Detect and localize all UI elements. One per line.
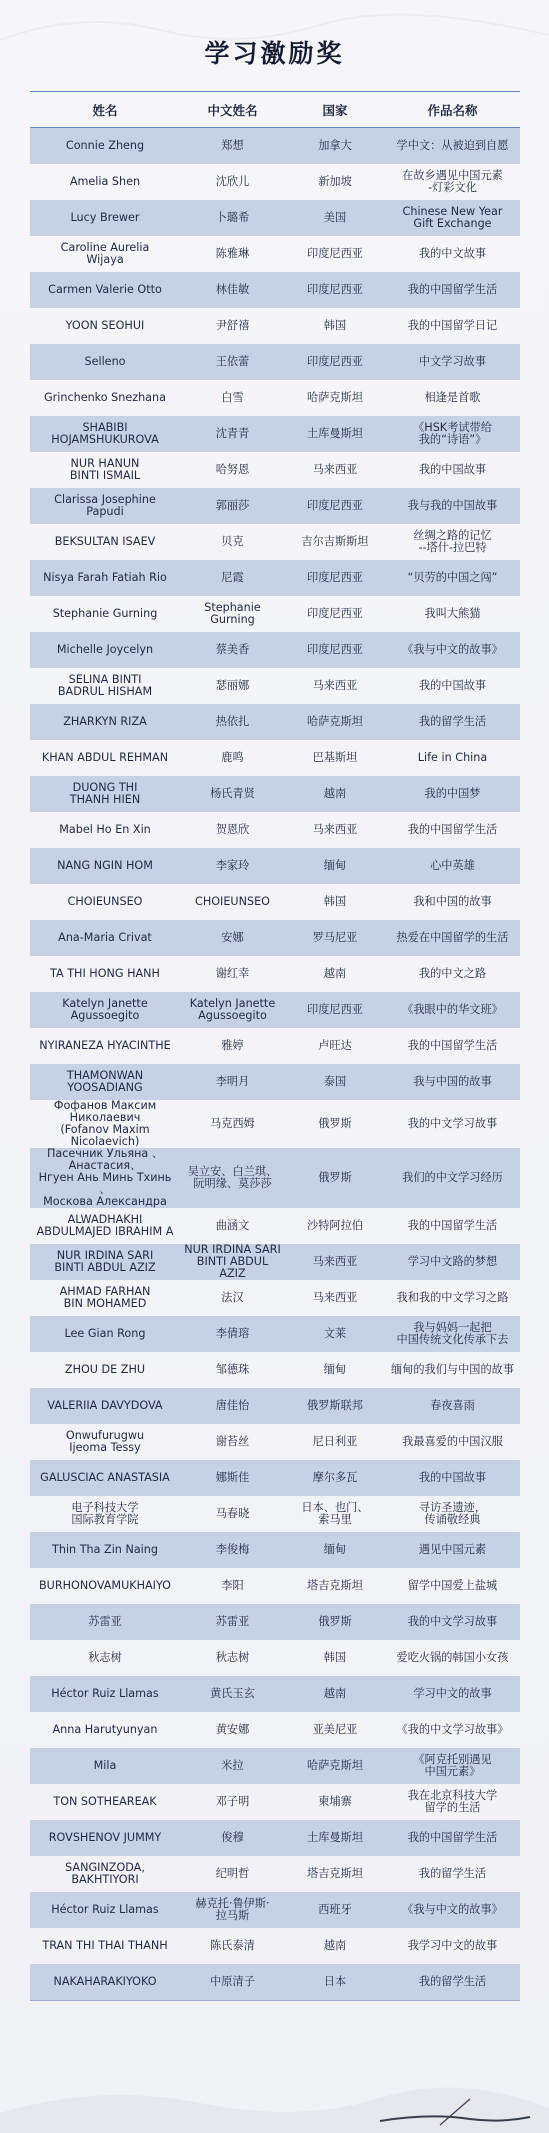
- table-row: [30, 1388, 520, 1424]
- table-row: [30, 884, 520, 920]
- cell-chinese-name: 蔡美香: [180, 632, 285, 668]
- table-row: [30, 1568, 520, 1604]
- cell-chinese-name: 唐佳怡: [180, 1388, 285, 1424]
- table-row: [30, 1244, 520, 1280]
- cell-name: ROVSHENOV JUMMY: [30, 1820, 180, 1856]
- cell-chinese-name: NUR IRDINA SARI BINTI ABDUL AZIZ: [180, 1244, 285, 1280]
- cell-country: 韩国: [323, 895, 347, 908]
- table-row: [30, 740, 520, 776]
- cell-chinese-name: 法汉: [221, 1291, 244, 1304]
- cell-chinese-name: 尹舒禧: [215, 319, 250, 332]
- cell-work-title: 丝绸之路的记忆 --塔什-拉巴特: [413, 529, 492, 554]
- table-row: [30, 1748, 520, 1784]
- cell-country: 土库曼斯坦: [285, 416, 385, 452]
- table-row: [30, 200, 520, 236]
- table-row: [30, 1676, 520, 1712]
- cell-chinese-name: 王依蕾: [180, 344, 285, 380]
- table-row: [30, 1928, 520, 1964]
- cell-work-title: 我的中国留学生活: [407, 823, 498, 836]
- cell-country: 韩国: [323, 1651, 347, 1664]
- cell-name: Onwufurugwu Ijeoma Tessy: [65, 1429, 145, 1454]
- cell-name: SELINA BINTI BADRUL HISHAM: [57, 673, 153, 698]
- cell-chinese-name: 吴立安、白兰琪、 阮明缘、莫莎莎: [180, 1148, 285, 1208]
- cell-chinese-name: 娜斯佳: [180, 1460, 285, 1496]
- table-row: [30, 776, 520, 812]
- cell-name: Selleno: [30, 344, 180, 380]
- cell-country: 印度尼西亚: [285, 560, 385, 596]
- table-row: [30, 308, 520, 344]
- cell-work-title: 我和我的中文学习之路: [396, 1291, 509, 1304]
- table-header-row: [30, 92, 520, 128]
- cell-country: 罗马尼亚: [285, 920, 385, 956]
- cell-chinese-name: 雅婷: [221, 1039, 244, 1052]
- cell-work-title: 相逢是首歌: [424, 391, 481, 404]
- cell-name: THAMONWAN YOOSADIANG: [30, 1064, 180, 1100]
- cell-work-title: 我的中文学习故事: [385, 1604, 520, 1640]
- cell-country: 马来西亚: [312, 823, 358, 836]
- cell-chinese-name: 卜璐希: [180, 200, 285, 236]
- cell-name: Caroline Aurelia Wijaya: [60, 241, 150, 266]
- table-row: [30, 1424, 520, 1460]
- table-row: [30, 920, 520, 956]
- cell-country: 美国: [285, 200, 385, 236]
- cell-name: ZHOU DE ZHU: [64, 1363, 146, 1376]
- cell-name: Ana-Maria Crivat: [30, 920, 180, 956]
- cell-work-title: 我的中国故事: [418, 679, 487, 692]
- cell-name: Grinchenko Snezhana: [43, 391, 166, 404]
- cell-country: 新加坡: [318, 175, 352, 188]
- table-row: [30, 452, 520, 488]
- cell-country: 吉尔吉斯斯坦: [301, 535, 369, 548]
- cell-work-title: 我的留学生活: [385, 704, 520, 740]
- cell-country: 文莱: [285, 1316, 385, 1352]
- table-row: [30, 1640, 520, 1676]
- cell-chinese-name: 黄氏玉玄: [180, 1676, 285, 1712]
- cell-country: 摩尔多瓦: [285, 1460, 385, 1496]
- page-title: 学习激励奖: [204, 39, 345, 68]
- cell-work-title: 我和中国的故事: [413, 895, 492, 908]
- cell-chinese-name: 杨氏青贤: [180, 776, 285, 812]
- cell-chinese-name: 秋志树: [215, 1651, 250, 1664]
- cell-chinese-name: 贺恩欣: [215, 823, 250, 836]
- cell-work-title: 我的中国留学日记: [407, 319, 498, 332]
- table-row: [30, 992, 520, 1028]
- cell-country: 哈萨克斯坦: [307, 391, 363, 404]
- cell-name: GALUSCIAC ANASTASIA: [30, 1460, 180, 1496]
- table-row: [30, 1208, 520, 1244]
- cell-work-title: 我的中国留学生活: [407, 1219, 498, 1232]
- cell-work-title: 中文学习故事: [385, 344, 520, 380]
- cell-name: YOON SEOHUI: [65, 319, 145, 332]
- cell-chinese-name: 李家玲: [180, 848, 285, 884]
- cell-work-title: 我的中国故事: [385, 1460, 520, 1496]
- table-row: [30, 1604, 520, 1640]
- cell-work-title: 我在北京科技大学 留学的生活: [407, 1789, 498, 1814]
- cell-country: 越南: [285, 776, 385, 812]
- cell-country: 尼日利亚: [312, 1435, 358, 1448]
- cell-country: 缅甸: [323, 1363, 347, 1376]
- cell-country: 俄罗斯联邦: [285, 1388, 385, 1424]
- cell-chinese-name: Katelyn Janette Agussoegito: [180, 992, 285, 1028]
- table-row: [30, 596, 520, 632]
- table-body: [30, 128, 520, 2001]
- cell-name: NANG NGIN HOM: [30, 848, 180, 884]
- cell-chinese-name: Stephanie Gurning: [204, 601, 261, 626]
- cell-work-title: 《我与中文的故事》: [385, 632, 520, 668]
- cell-work-title: 我的中文学习故事: [407, 1117, 498, 1130]
- cell-chinese-name: 沈欣儿: [215, 175, 250, 188]
- cell-country: 柬埔寨: [318, 1795, 352, 1808]
- cell-country: 土库曼斯坦: [285, 1820, 385, 1856]
- cell-name: Пасечник Ульяна 、 Анастасия、 Нгуен Ань Минь Тхинь 、 Москова Александра: [30, 1148, 180, 1208]
- cell-chinese-name: 赫克托·鲁伊斯· 拉马斯: [180, 1892, 285, 1928]
- awards-table: [30, 91, 520, 2001]
- table-row: [30, 164, 520, 200]
- cell-name: KHAN ABDUL REHMAN: [41, 751, 169, 764]
- cell-work-title: 我与妈妈一起把 中国传统文化传承下去: [385, 1316, 520, 1352]
- cell-name: BURHONOVAMUKHAIYO: [39, 1579, 171, 1592]
- cell-chinese-name: 俊穆: [180, 1820, 285, 1856]
- cell-name: Carmen Valerie Otto: [30, 272, 180, 308]
- cell-country: 塔吉克斯坦: [307, 1867, 363, 1880]
- table-row: [30, 272, 520, 308]
- table-row: [30, 1100, 520, 1148]
- cell-work-title: 学中文：从被迫到自愿: [385, 128, 520, 165]
- cell-country: 印度尼西亚: [285, 992, 385, 1028]
- column-header-country: 国家: [285, 92, 385, 128]
- cell-country: 巴基斯坦: [312, 751, 358, 764]
- cell-country: 印度尼西亚: [307, 247, 363, 260]
- table-row: [30, 236, 520, 272]
- cell-name: TRAN THI THAI THANH: [42, 1939, 168, 1952]
- cell-country: 韩国: [323, 319, 347, 332]
- cell-chinese-name: 米拉: [180, 1748, 285, 1784]
- cell-country: 亚美尼亚: [312, 1723, 358, 1736]
- table-row: [30, 560, 520, 596]
- cell-work-title: 春夜喜雨: [385, 1388, 520, 1424]
- cell-name: Stephanie Gurning: [52, 607, 158, 620]
- cell-work-title: 我的中文故事: [418, 247, 487, 260]
- cell-chinese-name: 郑想: [180, 128, 285, 165]
- cell-work-title: 我的留学生活: [418, 1867, 487, 1880]
- cell-name: Michelle Joycelyn: [30, 632, 180, 668]
- cell-name: Thin Tha Zin Naing: [30, 1532, 180, 1568]
- cell-chinese-name: 黄安娜: [215, 1723, 250, 1736]
- table-row: [30, 344, 520, 380]
- cell-work-title: 学习中文的故事: [385, 1676, 520, 1712]
- cell-name: NUR HANUN BINTI ISMAIL: [69, 457, 141, 482]
- cell-work-title: 《我与中文的故事》: [385, 1892, 520, 1928]
- cell-chinese-name: 沈青青: [180, 416, 285, 452]
- cell-work-title: Life in China: [417, 751, 488, 764]
- cell-chinese-name: 安娜: [180, 920, 285, 956]
- cell-work-title: 寻访圣遗迹， 传诵敬经典: [418, 1501, 487, 1526]
- column-header-work-title: 作品名称: [385, 92, 520, 128]
- cell-country: 俄罗斯: [318, 1117, 352, 1130]
- cell-name: AHMAD FARHAN BIN MOHAMED: [59, 1285, 151, 1310]
- cell-country: 越南: [285, 1676, 385, 1712]
- table-row: [30, 1712, 520, 1748]
- cell-work-title: 留学中国爱上盐城: [407, 1579, 498, 1592]
- cell-name: NYIRANEZA HYACINTHE: [39, 1039, 171, 1052]
- cell-work-title: 我的中国留学生活: [385, 272, 520, 308]
- cell-name: BEKSULTAN ISAEV: [54, 535, 156, 548]
- cell-country: 马来西亚: [312, 1291, 358, 1304]
- cell-country: 卢旺达: [318, 1039, 352, 1052]
- table-row: [30, 416, 520, 452]
- cell-name: CHOIEUNSEO: [67, 895, 143, 908]
- cell-country: 加拿大: [285, 128, 385, 165]
- column-header-name: 姓名: [30, 92, 180, 128]
- table-row: [30, 1280, 520, 1316]
- cell-country: 俄罗斯: [285, 1148, 385, 1208]
- cell-name: Anna Harutyunyan: [52, 1723, 158, 1736]
- cell-name: Héctor Ruiz Llamas: [30, 1676, 180, 1712]
- cell-name: Héctor Ruiz Llamas: [30, 1892, 180, 1928]
- cell-work-title: Chinese New Year Gift Exchange: [385, 200, 520, 236]
- cell-chinese-name: 谢苔丝: [215, 1435, 250, 1448]
- cell-chinese-name: CHOIEUNSEO: [195, 895, 270, 908]
- cell-chinese-name: 邓子明: [215, 1795, 250, 1808]
- cell-country: 印度尼西亚: [285, 632, 385, 668]
- table-row: [30, 704, 520, 740]
- cell-name: DUONG THI THANH HIEN: [30, 776, 180, 812]
- cell-name: Фофанов Максим Николаевич (Fofanov Maxim Nicolaevich): [53, 1099, 157, 1148]
- cell-country: 日本: [285, 1964, 385, 2001]
- table-row: [30, 1316, 520, 1352]
- cell-work-title: 心中英雄: [385, 848, 520, 884]
- table-row: [30, 956, 520, 992]
- cell-work-title: 我的中国留学生活: [385, 1820, 520, 1856]
- table-row: [30, 848, 520, 884]
- cell-name: ZHARKYN RIZA: [30, 704, 180, 740]
- cell-chinese-name: 谢红幸: [215, 967, 250, 980]
- cell-work-title: 我的中国故事: [418, 463, 487, 476]
- cell-chinese-name: 中原清子: [180, 1964, 285, 2001]
- table-row: [30, 1784, 520, 1820]
- table-row: [30, 488, 520, 524]
- cell-name: TA THI HONG HANH: [50, 967, 160, 980]
- cell-chinese-name: 李阳: [221, 1579, 244, 1592]
- cell-country: 马来西亚: [312, 463, 358, 476]
- table-row: [30, 380, 520, 416]
- cell-country: 日本、也门、 索马里: [301, 1501, 369, 1526]
- table-row: [30, 128, 520, 165]
- cell-country: 缅甸: [285, 1532, 385, 1568]
- cell-country: 马来西亚: [285, 1244, 385, 1280]
- table-row: [30, 1352, 520, 1388]
- table-row: [30, 1496, 520, 1532]
- cell-work-title: “贝劳的中国之闯”: [385, 560, 520, 596]
- cell-name: TON SOTHEAREAK: [53, 1795, 157, 1808]
- cell-chinese-name: 郭丽莎: [180, 488, 285, 524]
- cell-chinese-name: 苏雷亚: [180, 1604, 285, 1640]
- cell-work-title: 《阿克托别遇见 中国元素》: [385, 1748, 520, 1784]
- cell-chinese-name: 陈氏泰清: [210, 1939, 255, 1952]
- table-row: [30, 1964, 520, 2001]
- cell-chinese-name: 曲涵文: [215, 1219, 250, 1232]
- cell-name: 苏雷亚: [30, 1604, 180, 1640]
- cell-work-title: 我的中国梦: [385, 776, 520, 812]
- table-row: [30, 1028, 520, 1064]
- cell-name: ALWADHAKHI ABDULMAJED IBRAHIM A: [36, 1213, 174, 1238]
- cell-name: Mila: [30, 1748, 180, 1784]
- ink-wash-decoration: [0, 2043, 549, 2133]
- cell-work-title: 缅甸的我们与中国的故事: [390, 1363, 515, 1376]
- cell-name: Connie Zheng: [30, 128, 180, 165]
- cell-chinese-name: 白雪: [221, 391, 244, 404]
- cell-work-title: 我的中文之路: [418, 967, 487, 980]
- cell-chinese-name: 林佳敏: [180, 272, 285, 308]
- cell-work-title: 爱吃火锅的韩国小女孩: [396, 1651, 509, 1664]
- cell-chinese-name: 李俊梅: [180, 1532, 285, 1568]
- cell-country: 印度尼西亚: [285, 488, 385, 524]
- cell-name: 电子科技大学 国际教育学院: [71, 1501, 139, 1526]
- cell-chinese-name: 邹德珠: [215, 1363, 250, 1376]
- table-row: [30, 1532, 520, 1568]
- cell-country: 马来西亚: [312, 679, 358, 692]
- cell-chinese-name: 热依扎: [180, 704, 285, 740]
- cell-name: Amelia Shen: [69, 175, 141, 188]
- cell-work-title: 《我的中文学习故事》: [396, 1723, 509, 1736]
- cell-name: NAKAHARAKIYOKO: [30, 1964, 180, 2001]
- cell-country: 越南: [323, 967, 347, 980]
- cell-country: 俄罗斯: [285, 1604, 385, 1640]
- cell-country: 哈萨克斯坦: [285, 1748, 385, 1784]
- cell-name: SHABIBI HOJAMSHUKUROVA: [30, 416, 180, 452]
- cell-work-title: 我们的中文学习经历: [385, 1148, 520, 1208]
- cell-name: Lucy Brewer: [30, 200, 180, 236]
- cell-work-title: 遇见中国元素: [385, 1532, 520, 1568]
- cell-work-title: 我与我的中国故事: [385, 488, 520, 524]
- table-row: [30, 1892, 520, 1928]
- cell-country: 塔吉克斯坦: [307, 1579, 363, 1592]
- cell-name: 秋志树: [88, 1651, 122, 1664]
- table-row: [30, 1064, 520, 1100]
- cell-work-title: 在故乡遇见中国元素 -灯彩文化: [402, 169, 503, 194]
- cell-chinese-name: 陈雅琳: [215, 247, 250, 260]
- cell-country: 沙特阿拉伯: [307, 1219, 363, 1232]
- cell-work-title: 我的留学生活: [385, 1964, 520, 2001]
- cell-chinese-name: 贝克: [221, 535, 244, 548]
- cell-chinese-name: 马春晓: [215, 1507, 250, 1520]
- cell-country: 泰国: [285, 1064, 385, 1100]
- cell-work-title: 我最喜爱的中国汉服: [402, 1435, 503, 1448]
- cell-country: 印度尼西亚: [285, 344, 385, 380]
- cell-name: Nisya Farah Fatiah Rio: [30, 560, 180, 596]
- cell-name: Lee Gian Rong: [30, 1316, 180, 1352]
- cell-chinese-name: 哈努恩: [215, 463, 250, 476]
- cell-chinese-name: 马克西姆: [210, 1117, 255, 1130]
- cell-country: 越南: [323, 1939, 347, 1952]
- cell-country: 西班牙: [285, 1892, 385, 1928]
- cell-country: 哈萨克斯坦: [285, 704, 385, 740]
- cell-name: Mabel Ho En Xin: [59, 823, 151, 836]
- table-row: [30, 1148, 520, 1208]
- table-row: [30, 632, 520, 668]
- cell-work-title: 《我眼中的华文班》: [385, 992, 520, 1028]
- cell-country: 印度尼西亚: [285, 272, 385, 308]
- cell-chinese-name: 鹿鸣: [221, 751, 244, 764]
- table-row: [30, 1856, 520, 1892]
- cell-chinese-name: 李明月: [180, 1064, 285, 1100]
- cell-name: Clarissa Josephine Papudi: [30, 488, 180, 524]
- cell-country: 缅甸: [285, 848, 385, 884]
- cell-work-title: 我学习中文的故事: [407, 1939, 498, 1952]
- cell-chinese-name: 李倩瑢: [180, 1316, 285, 1352]
- column-header-chinese-name: 中文姓名: [180, 92, 285, 128]
- cell-name: NUR IRDINA SARI BINTI ABDUL AZIZ: [30, 1244, 180, 1280]
- cell-chinese-name: 瑟丽娜: [215, 679, 250, 692]
- cell-work-title: 热爱在中国留学的生活: [385, 920, 520, 956]
- cell-work-title: 《HSK考试带给 我的“诗语”》: [385, 416, 520, 452]
- cell-name: Katelyn Janette Agussoegito: [30, 992, 180, 1028]
- cell-chinese-name: 尼霞: [180, 560, 285, 596]
- table-row: [30, 524, 520, 560]
- table-row: [30, 812, 520, 848]
- cell-country: 印度尼西亚: [307, 607, 363, 620]
- cell-name: SANGINZODA, BAKHTIYORI: [65, 1861, 145, 1886]
- cell-work-title: 我与中国的故事: [385, 1064, 520, 1100]
- cell-name: VALERIIA DAVYDOVA: [30, 1388, 180, 1424]
- table-row: [30, 1460, 520, 1496]
- cell-work-title: 我的中国留学生活: [407, 1039, 498, 1052]
- table-row: [30, 1820, 520, 1856]
- cell-chinese-name: 纪明哲: [215, 1867, 250, 1880]
- cell-work-title: 学习中文路的梦想: [385, 1244, 520, 1280]
- table-row: [30, 668, 520, 704]
- cell-work-title: 我叫大熊猫: [424, 607, 481, 620]
